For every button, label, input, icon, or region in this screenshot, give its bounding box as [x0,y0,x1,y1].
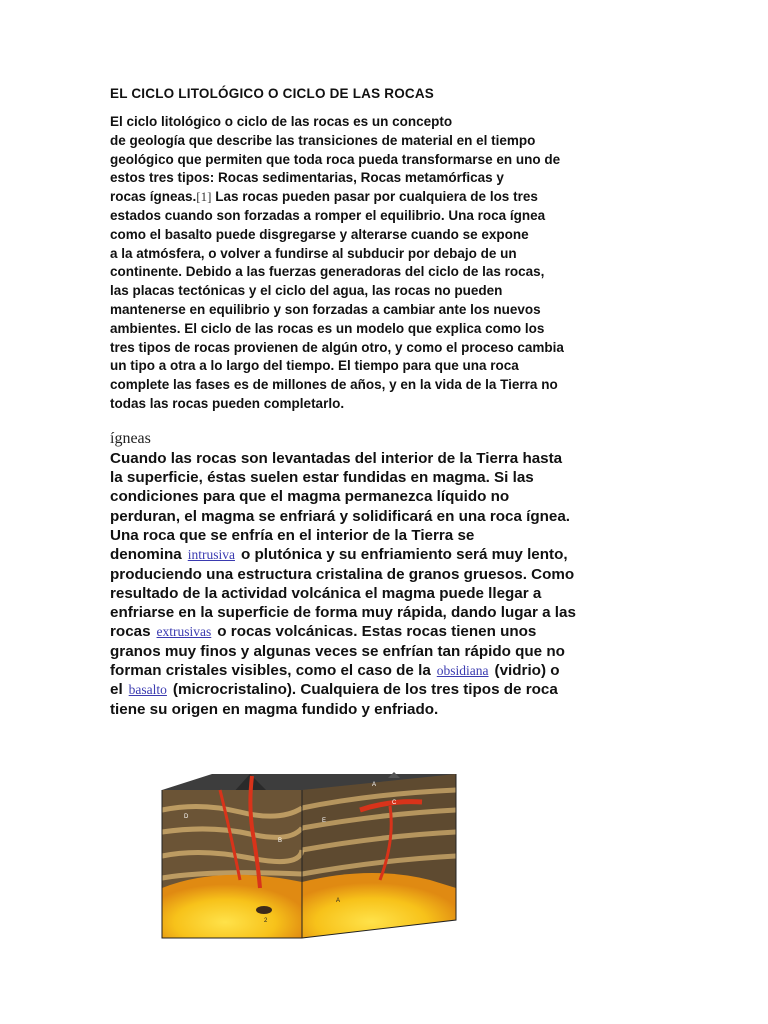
text-line [110,545,660,564]
text-line: El ciclo litológico o ciclo de las rocas es un concepto [110,114,453,129]
label-a-magma: A [336,898,341,904]
text-fragment: rocas ígneas. [110,189,197,205]
text-line: todas las rocas pueden completarlo. [110,395,345,411]
text-line: condiciones para que el magma permanezca líquido no [110,488,510,506]
text-line: la superficie, éstas suelen estar fundidas en magma. Si las [110,469,534,487]
text-line: complete las fases es de millones de años, y en la vida de la Tierra no [110,377,558,393]
footnote-link[interactable]: [1] [196,189,212,205]
text-fragment: denomina [110,546,182,564]
text-line [110,188,660,207]
text-line [110,680,660,699]
label-c: C [392,800,397,806]
link-extrusivas[interactable]: extrusivas [156,624,212,640]
link-basalto[interactable]: basalto [128,682,167,698]
text-line: Una roca que se enfría en el interior de la Tierra se [110,526,475,544]
document-title: EL CICLO LITOLÓGICO O CICLO DE LAS ROCAS [110,86,435,101]
label-e: E [322,818,327,824]
text-fragment: (vidrio) o [494,662,560,680]
text-fragment: o rocas volcánicas. Estas rocas tienen unos [217,623,537,641]
text-fragment: (microcristalino). Cualquiera de los tres tipos de roca [172,681,558,699]
text-line: un tipo a otra a lo largo del tiempo. El tiempo para que una roca [110,358,519,374]
text-line: tiene su origen en magma fundido y enfriado. [110,700,439,718]
text-fragment: rocas [110,623,151,641]
igneas-paragraph [110,449,660,719]
text-line: mantenerse en equilibrio y son forzadas a cambiar ante los nuevos [110,301,541,317]
block-diagram-svg [160,770,460,940]
rock-cycle-block-diagram [160,770,460,940]
text-line: continente. Debido a las fuerzas generadoras del ciclo de las rocas, [110,264,545,280]
intro-paragraph [110,113,660,414]
label-e-top: E [343,770,348,776]
text-line: granos muy finos y algunas veces se enfrían tan rápido que no [110,642,565,660]
document-page [110,86,660,719]
text-fragment: Las rocas pueden pasar por cualquiera de los tres [211,189,538,205]
text-line: de geología que describe las transiciones de material en el tiempo [110,132,536,148]
section-subheading: ígneas [110,429,151,447]
text-line: como el basalto puede disgregarse y alterarse cuando se expone [110,226,529,242]
link-intrusiva[interactable]: intrusiva [187,547,235,563]
text-line [110,622,660,641]
text-line: a la atmósfera, o volver a fundirse al subducir por debajo de un [110,245,517,261]
label-a-top: A [372,782,377,788]
text-fragment: el [110,681,123,699]
text-line: enfriarse en la superficie de forma muy rápida, dando lugar a las [110,604,576,622]
magma-chamber [162,875,302,938]
text-line: estos tres tipos: Rocas sedimentarias, Rocas metamórficas y [110,170,504,186]
text-line [110,661,660,680]
text-line: tres tipos de rocas provienen de algún otro, y como el proceso cambia [110,339,564,355]
text-line: las placas tectónicas y el ciclo del agua, las rocas no pueden [110,283,503,299]
magma-chamber-side [302,873,456,938]
label-2: 2 [264,918,268,924]
text-line: resultado de la actividad volcánica el magma puede llegar a [110,584,542,602]
text-fragment: forman cristales visibles, como el caso de la [110,662,431,680]
text-fragment: o plutónica y su enfriamiento será muy lento, [240,546,568,564]
link-obsidiana[interactable]: obsidiana [436,663,489,679]
label-b: B [278,838,283,844]
text-line: Cuando las rocas son levantadas del interior de la Tierra hasta [110,449,563,467]
text-line: estados cuando son forzadas a romper el equilibrio. Una roca ígnea [110,207,546,223]
text-line: geológico que permiten que toda roca pueda transformarse en uno de [110,151,561,167]
xenolith [256,906,272,914]
text-line: perduran, el magma se enfriará y solidificará en una roca ígnea. [110,507,571,525]
text-line: ambientes. El ciclo de las rocas es un modelo que explica como los [110,320,545,336]
label-d: D [184,814,189,820]
text-line: produciendo una estructura cristalina de granos gruesos. Como [110,565,575,583]
